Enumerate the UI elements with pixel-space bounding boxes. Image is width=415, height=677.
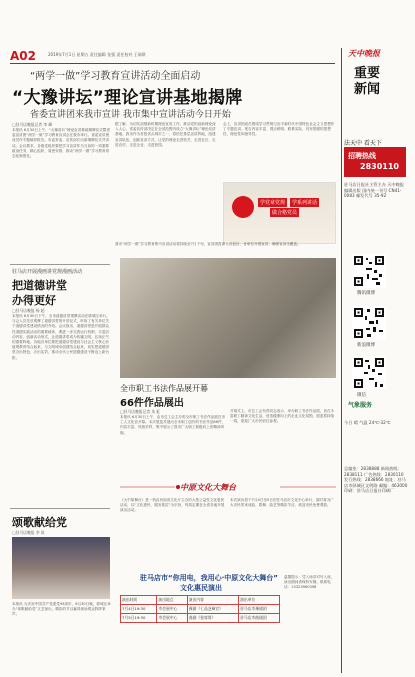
event-title: 驻马店市“你用电，我用心·中原文化大舞台” — [140, 574, 278, 582]
table-cell: 市会展中心 — [157, 614, 187, 623]
contact-info: 总编室：2838888 新闻热线：2838111 广告热线：2830110 发行热线：2838666 地址：驻马店市驿城区文明路 邮编：463000 印刷：驻马店日报社印刷厂 — [344, 466, 408, 494]
exhibition-photo — [120, 258, 336, 378]
section-rule — [10, 264, 110, 265]
lead-byline: □驻马店晚报记者 李 峰 — [12, 122, 53, 127]
table-cell: 7月5日19:30 — [121, 614, 157, 623]
section-rule — [10, 508, 110, 509]
header-rule — [10, 63, 335, 64]
table-cell: 驻马店市曲剧团 — [239, 614, 280, 623]
performance-photo — [12, 537, 110, 599]
lead-body-col3: 会上，宣讲团成员围绕学习贯彻习近平新时代中国特色社会主义思想作了专题宣讲。报告内容丰富、观点鲜明、联系实际，具有很强的思想性、理论性和指导性。 — [223, 122, 335, 137]
table-row — [121, 614, 280, 623]
page-meta: 2019年7月1日 星期五 责任编辑 张强 责任校对 王瑞琪 — [48, 52, 146, 57]
lead-kicker: “两学一做”学习教育宣讲活动全面启动 — [30, 71, 201, 82]
photo-story-subtitle: 66件作品展出 — [120, 398, 184, 409]
section-head-line1: 重要 — [354, 66, 381, 81]
story3-byline: □驻马店晚报 李 岚 — [12, 530, 45, 535]
lead-title: “大豫讲坛”理论宣讲基地揭牌 — [12, 88, 243, 108]
photo-story-byline: □驻马店晚报记者 朱 虹 — [120, 409, 161, 414]
story2-byline: □驻马店晚报 杨 超 — [12, 308, 45, 313]
qr-code-icon — [352, 306, 386, 340]
column-divider — [341, 48, 342, 673]
qr-code-icon — [352, 356, 386, 390]
photo-label: 做合格党员 — [272, 210, 298, 216]
slogan: 法天中 看天下 — [344, 140, 382, 147]
table-cell: 演出内容 — [187, 596, 238, 605]
story2-kicker: 驻马店开展漫画讲党规漫画活动 — [12, 269, 83, 275]
culture-section-title: 中原文化大舞台 — [180, 483, 236, 492]
hotline-number: 2830110 — [360, 162, 399, 171]
today-weather: 今日 晴 气温 24℃-32℃ — [344, 420, 391, 425]
table-cell: 演出地点 — [157, 596, 187, 605]
qr-code-icon — [352, 254, 386, 288]
publication-info: 驻马店日报社主管主办 天中晚报编辑出版 国内统一刊号 CN41-0083 邮发代号 35-92 — [344, 182, 404, 199]
photo-story-body: 本报讯 6月30日上午，由市总工会主办的全市职工书法作品展在市工人文化宫开幕。本次展览共展出全市职工创作的书法作品66件，内容丰富，风格多样，集中展示了我市广大职工积极向上的精神风貌。 — [120, 415, 226, 435]
photo-label: 学党章党规 — [260, 200, 286, 206]
event-side-note: 温馨提示：凭入场券对号入座，演出期间请保持安静。联系电话：13323960398 — [284, 575, 335, 590]
culture-body2: 本次演出将于7月4日至5日在驻马店市文化中心举行，届时将为广大市民带来戏曲、歌舞、曲艺等精彩节目，欢迎市民免费观看。 — [230, 498, 334, 508]
photo-story-body2: 开幕式上，市总工会负责同志表示，举办职工书法作品展，旨在丰富职工精神文化生活，营造健康向上的企业文化氛围，展览将持续一周，欢迎广大市民前往参观。 — [230, 409, 335, 424]
table-row — [121, 605, 280, 614]
masthead-logo: 天中晚报 — [348, 49, 380, 58]
story2-body: 本报讯 6月30日下午，全市道德讲堂观摩活动在驿城区举行。与会人员先后观摩了道德讲堂的开讲仪式，听取了有关单位关于道德讲堂建设情况的介绍。会议指出，道德讲堂是开展群众性道德实践活动的重要载体，要进一步完善运行机制，丰富活动内容，创新活动形式，让道德讲堂成为传播文明、弘扬正气的重要阵地。各地各单位要把道德讲堂建设与社会主义核心价值观教育结合起来，与文明城市创建结合起来，切实把道德讲堂办出特色、办出实效，推动全市公民道德建设不断迈上新台阶。 — [12, 314, 110, 360]
event-schedule-table — [120, 595, 280, 627]
lead-body-bottom: 我市“两学一做”学习教育集中宣讲活动将持续至7月下旬，宣讲团将深入各县区、各单位开展宣讲，确保宣讲全覆盖。 — [115, 242, 301, 246]
table-cell: 7月4日19:30 — [121, 605, 157, 614]
table-cell: 演出单位 — [239, 596, 280, 605]
lead-body-col2: 据了解，为切实加强新时期理论宣讲工作，推动党的创新理论深入人心，省委宣传部决定在全省范围内设立“大豫讲坛”理论宣讲基地。我市作为首批试点城市之一，将依托基层宣讲阵地，组建宣讲队伍，创新宣讲方式，让党的理论走进机关、走进社区、走进农村、走进企业、走进校园。 — [115, 122, 216, 147]
photo-story-title: 全市职工书法作品展开幕 — [120, 384, 208, 393]
story3-title: 颂歌献给党 — [12, 516, 67, 529]
qr-label: 新浪微博 — [357, 343, 375, 348]
table-cell: 演出时间 — [121, 596, 157, 605]
qr-label: 腾讯微博 — [357, 291, 375, 296]
party-emblem-icon — [232, 196, 254, 218]
event-subtitle: 文化惠民演出 — [180, 584, 222, 592]
section-head-line2: 新闻 — [354, 82, 381, 97]
weather-service-title: 气象服务 — [348, 402, 373, 409]
table-cell: 曲剧《卷席筒》 — [187, 614, 238, 623]
page-code: A02 — [10, 49, 36, 63]
table-cell: 驻马店市豫剧团 — [239, 605, 280, 614]
table-cell: 市会展中心 — [157, 605, 187, 614]
story2-title-line2: 办得更好 — [12, 294, 56, 307]
story3-body: 本报讯 为庆祝中国共产党建党95周年，6月30日晚，驿城区举办“颂歌献给党”文艺演出，精彩的节目赢得现场观众阵阵掌声。 — [12, 602, 111, 617]
lead-subtitle: 省委宣讲团来我市宣讲 我市集中宣讲活动今日开始 — [30, 110, 231, 120]
culture-body: 《大中原舞台》是一档由河南省文化厅主办的大型公益性文化惠民活动，以“文化惠民、服务基层”为宗旨，每周定期在全省各地开展演出活动。 — [120, 498, 225, 513]
photo-label: 学系列讲话 — [292, 200, 318, 206]
table-row — [121, 596, 280, 605]
story2-title-line1: 把道德讲堂 — [12, 279, 67, 292]
qr-label: 微信 — [357, 393, 366, 398]
hotline-label: 招聘热线 — [348, 152, 376, 160]
lead-body-col1: 本报讯 6月30日上午，“大豫讲坛”理论宣讲基地揭牌仪式暨省委宣讲团“两学一做”学习教育宣讲会在我市举行。省委宣讲团成员作专题辅导报告。市委常委、宣传部长出席揭牌仪式并讲话。会议要求，各级党组织要把学习宣讲作为当前的一项重要政治任务，精心组织、周密安排，推动“两学一做”学习教育常态化制度化。 — [12, 128, 110, 159]
table-cell: 豫剧《七品芝麻官》 — [187, 605, 238, 614]
